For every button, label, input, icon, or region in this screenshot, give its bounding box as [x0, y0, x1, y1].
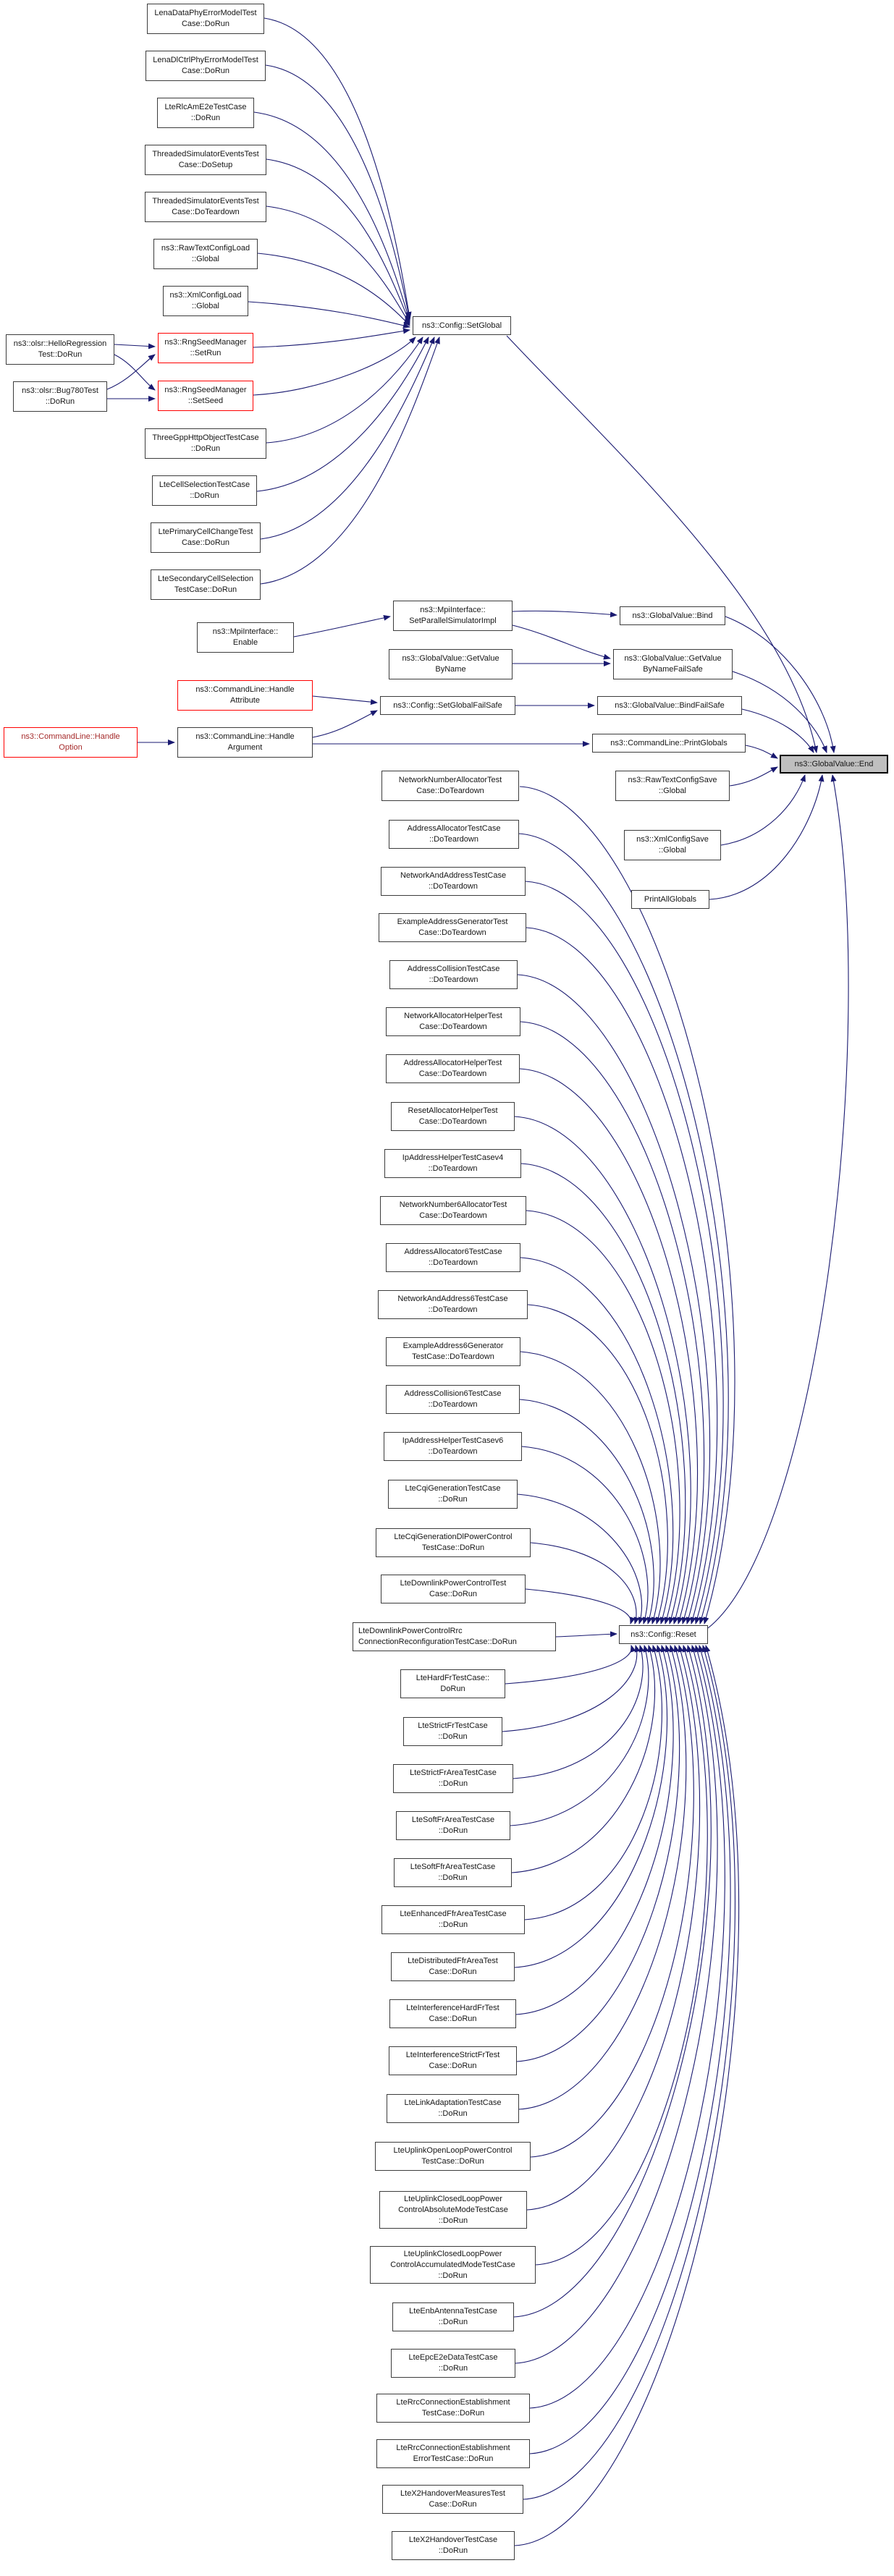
edge-n3-n20: [254, 112, 410, 321]
edge-n68-n32: [530, 1645, 730, 2454]
graph-node-label-line: ::DoTeardown: [428, 1305, 478, 1314]
edge-n70-n32: [515, 1645, 739, 2546]
graph-node-n45[interactable]: [386, 1337, 520, 1366]
graph-node-label-line: ::DoTeardown: [428, 1164, 478, 1173]
graph-node-n53[interactable]: [403, 1717, 502, 1746]
graph-node-n26[interactable]: [597, 696, 742, 715]
graph-node-label-line: LteLinkAdaptationTestCase: [404, 2098, 502, 2107]
edge-n33-n32: [520, 787, 735, 1624]
graph-node-label-line: LteHardFrTestCase::: [416, 1674, 490, 1682]
graph-node-label-line: Case::DoTeardown: [172, 208, 240, 216]
graph-node-n66[interactable]: [391, 2349, 515, 2378]
graph-node-label-line: TestCase::DoRun: [421, 2409, 485, 2418]
edge-n39-n32: [520, 1069, 698, 1624]
graph-node-label-line: ns3::GlobalValue::BindFailSafe: [615, 700, 725, 710]
graph-node-label-line: ::DoRun: [438, 1920, 468, 1929]
edge-n6-n20: [258, 253, 410, 326]
edge-n32-n31: [708, 775, 848, 1628]
graph-node-label-line: DoRun: [440, 1685, 465, 1693]
graph-node-n69[interactable]: [382, 2485, 523, 2514]
graph-node-label-line: Case::DoTeardown: [419, 1211, 487, 1220]
graph-node-n4[interactable]: [145, 145, 266, 175]
graph-node-label-line: Case::DoTeardown: [419, 1022, 487, 1031]
graph-node-n32[interactable]: [619, 1625, 708, 1644]
graph-node-label-line: Case::DoSetup: [178, 161, 233, 169]
graph-node-label-line: IpAddressHelperTestCasev4: [402, 1153, 504, 1162]
graph-node-label-line: ns3::RawTextConfigSave: [628, 776, 717, 784]
graph-node-label-line: LteStrictFrTestCase: [418, 1721, 488, 1730]
graph-node-label-line: LteSecondaryCellSelection: [157, 575, 254, 583]
graph-node-n42[interactable]: [380, 1196, 526, 1225]
edge-n7-n20: [248, 302, 410, 327]
graph-node-n6[interactable]: [153, 239, 258, 269]
graph-node-n31[interactable]: [780, 755, 888, 774]
graph-node-n35[interactable]: [381, 867, 526, 896]
edge-n60-n32: [517, 1645, 680, 2062]
graph-node-label-line: ns3::RngSeedManager: [164, 386, 247, 394]
graph-node-n68[interactable]: [376, 2439, 530, 2468]
graph-node-n56[interactable]: [394, 1858, 512, 1887]
edge-n49-n32: [531, 1543, 636, 1624]
edge-n58-n32: [515, 1645, 667, 1967]
graph-node-label-line: ns3::GlobalValue::End: [794, 759, 874, 768]
graph-node-label-line: ::DoTeardown: [428, 1447, 478, 1456]
edge-n8-n20: [253, 330, 410, 347]
edge-n17-n8: [114, 344, 155, 347]
graph-node-n21[interactable]: [393, 601, 513, 631]
graph-node-label-line: ns3::MpiInterface::: [420, 606, 486, 614]
graph-node-label-line: LteCellSelectionTestCase: [159, 480, 250, 489]
graph-node-label-line: AddressAllocatorHelperTest: [403, 1059, 502, 1067]
edge-n5-n20: [266, 206, 410, 324]
graph-node-label-line: ::DoRun: [438, 2216, 468, 2225]
graph-node-n20[interactable]: [413, 316, 511, 335]
edge-n51-n32: [556, 1634, 617, 1637]
graph-node-n3[interactable]: [157, 98, 254, 128]
graph-node-n30[interactable]: [631, 890, 709, 909]
graph-node-n47[interactable]: [384, 1432, 522, 1461]
graph-node-label-line: ::DoTeardown: [428, 1400, 478, 1409]
graph-node-label-line: NetworkNumberAllocatorTest: [398, 776, 502, 784]
graph-node-n12[interactable]: [151, 522, 261, 553]
edge-n43-n32: [520, 1258, 673, 1624]
graph-node-n5[interactable]: [145, 192, 266, 222]
graph-node-label-line: ThreeGppHttpObjectTestCase: [152, 433, 259, 442]
graph-node-label-line: TestCase::DoRun: [174, 585, 237, 594]
graph-node-n48[interactable]: [388, 1480, 518, 1509]
graph-node-label-line: ::DoRun: [438, 1732, 468, 1741]
edge-n50-n32: [526, 1589, 631, 1624]
graph-node-n34[interactable]: [389, 820, 519, 849]
graph-node-n39[interactable]: [386, 1054, 520, 1083]
graph-node-label-line: LteCqiGenerationTestCase: [405, 1484, 501, 1493]
graph-node-n46[interactable]: [386, 1385, 520, 1414]
graph-node-n28[interactable]: [615, 771, 730, 801]
graph-node-label-line: ::DoRun: [45, 397, 75, 406]
edge-n27-n31: [746, 745, 777, 758]
graph-node-n29[interactable]: [624, 830, 721, 860]
graph-node-label-line: LenaDataPhyErrorModelTest: [154, 9, 257, 17]
graph-node-n17[interactable]: [6, 334, 114, 365]
graph-node-label-line: ThreadedSimulatorEventsTest: [152, 197, 259, 206]
graph-node-label-line: ns3::GlobalValue::GetValue: [402, 654, 499, 663]
graph-node-label-line: ByNameFailSafe: [643, 665, 703, 674]
graph-node-n33[interactable]: [381, 771, 519, 801]
edge-n37-n32: [518, 975, 710, 1624]
edge-n2-n20: [266, 65, 410, 320]
graph-node-label-line: ns3::MpiInterface::: [212, 627, 279, 636]
graph-node-label-line: ns3::CommandLine::Handle: [21, 732, 120, 741]
graph-node-label-line: Case::DoRun: [429, 2062, 477, 2070]
graph-node-label-line: LteStrictFrAreaTestCase: [410, 1768, 497, 1777]
graph-node-label-line: ThreadedSimulatorEventsTest: [152, 150, 259, 158]
graph-node-label-line: ::DoRun: [438, 2364, 468, 2373]
edge-n25-n31: [733, 671, 827, 753]
edge-n65-n32: [514, 1645, 711, 2317]
graph-node-label-line: ExampleAddressGeneratorTest: [397, 918, 508, 926]
edge-n69-n32: [523, 1645, 735, 2499]
edge-n67-n32: [530, 1645, 725, 2408]
graph-node-label-line: LteRrcConnectionEstablishment: [396, 2444, 510, 2452]
edge-n4-n20: [266, 159, 410, 323]
graph-node-n14[interactable]: [197, 622, 294, 653]
graph-node-label-line: ns3::olsr::HelloRegression: [13, 339, 107, 348]
edge-n10-n20: [266, 337, 423, 443]
graph-node-label-line: ::SetSeed: [187, 397, 224, 405]
graph-node-label-line: ::DoRun: [438, 2271, 468, 2280]
graph-node-label-line: LteX2HandoverTestCase: [408, 2535, 498, 2544]
edge-n59-n32: [516, 1645, 673, 2014]
edge-n28-n31: [730, 767, 777, 786]
graph-node-label-line: LteDistributedFfrAreaTest: [408, 1957, 498, 1965]
graph-node-label-line: ns3::RngSeedManager: [164, 338, 247, 347]
graph-node-n50[interactable]: [381, 1575, 526, 1603]
graph-node-n44[interactable]: [378, 1290, 528, 1319]
graph-node-n57[interactable]: [381, 1905, 525, 1934]
graph-node-label-line: ns3::XmlConfigLoad: [169, 291, 242, 300]
graph-node-label-line: LteEpcE2eDataTestCase: [408, 2353, 498, 2362]
edge-n38-n32: [520, 1022, 704, 1624]
graph-node-label-line: ControlAccumulatedModeTestCase: [390, 2260, 515, 2269]
graph-node-label-line: Attribute: [230, 696, 260, 705]
graph-node-label-line: ExampleAddress6Generator: [402, 1342, 504, 1350]
graph-node-label-line: LteInterferenceHardFrTest: [406, 2004, 499, 2012]
graph-node-label-line: Case::DoRun: [429, 2014, 477, 2023]
graph-node-label-line: LteUplinkOpenLoopPowerControl: [393, 2146, 513, 2155]
edge-n11-n20: [257, 337, 429, 491]
graph-node-label-line: ns3::olsr::Bug780Test: [22, 386, 98, 395]
graph-node-label-line: ::Global: [192, 255, 219, 263]
graph-node-label-line: Case::DoRun: [429, 2500, 477, 2509]
graph-node-n54[interactable]: [393, 1764, 513, 1793]
edge-n45-n32: [520, 1352, 660, 1624]
graph-node-label-line: AddressAllocatorTestCase: [407, 824, 501, 833]
graph-node-label-line: Option: [59, 743, 83, 752]
graph-node-label-line: ControlAbsoluteModeTestCase: [398, 2205, 508, 2214]
graph-node-n55[interactable]: [396, 1811, 510, 1840]
graph-node-n60[interactable]: [389, 2046, 517, 2075]
graph-node-label-line: AddressCollision6TestCase: [404, 1389, 502, 1398]
graph-node-n59[interactable]: [389, 1999, 516, 2028]
graph-node-n67[interactable]: [376, 2394, 530, 2423]
edge-n53-n32: [502, 1645, 637, 1732]
graph-node-label-line: ::Global: [192, 302, 219, 310]
edge-n15-n23: [313, 696, 377, 703]
edge-n64-n32: [536, 1645, 707, 2265]
graph-node-label-line: ::DoRun: [190, 444, 221, 453]
graph-node-label-line: ::DoRun: [438, 1495, 468, 1504]
graph-node-n37[interactable]: [389, 960, 518, 989]
edge-n41-n32: [521, 1164, 686, 1624]
graph-node-label-line: ByName: [435, 665, 466, 674]
graph-node-label-line: Case::DoTeardown: [418, 1069, 487, 1078]
graph-node-label-line: Case::DoRun: [181, 538, 230, 547]
graph-node-label-line: ::DoRun: [438, 2318, 468, 2326]
graph-node-n25[interactable]: [613, 649, 733, 679]
graph-node-label-line: Enable: [232, 638, 258, 647]
edge-n20-n31: [507, 336, 817, 753]
edge-n48-n32: [518, 1494, 642, 1624]
graph-node-label-line: ns3::Config::Reset: [631, 1630, 696, 1639]
graph-node-n1[interactable]: [147, 4, 264, 34]
graph-node-label-line: LteSoftFfrAreaTestCase: [410, 1863, 496, 1871]
edge-n24-n31: [725, 617, 834, 753]
graph-node-label-line: ::Global: [659, 787, 686, 795]
edge-n14-n21: [294, 617, 390, 637]
edge-n40-n32: [515, 1117, 691, 1624]
graph-node-n49[interactable]: [376, 1528, 531, 1557]
graph-node-label-line: ::DoRun: [190, 114, 221, 122]
edge-n61-n32: [519, 1645, 686, 2109]
graph-node-label-line: ::DoTeardown: [429, 882, 478, 891]
graph-node-n10[interactable]: [145, 428, 266, 459]
graph-node-label-line: Argument: [227, 743, 263, 752]
graph-node-label-line: Case::DoRun: [181, 20, 230, 28]
graph-node-label-line: Test::DoRun: [38, 350, 83, 359]
graph-node-label-line: Case::DoRun: [429, 1590, 478, 1598]
graph-node-label-line: ns3::GlobalValue::GetValue: [624, 654, 722, 663]
graph-node-n13[interactable]: [151, 569, 261, 600]
graph-node-label-line: ::DoRun: [190, 491, 219, 500]
graph-node-label-line: ns3::CommandLine::PrintGlobals: [610, 738, 728, 747]
graph-node-n9[interactable]: [158, 381, 253, 411]
edge-n62-n32: [531, 1645, 693, 2157]
graph-node-n24[interactable]: [620, 606, 725, 625]
graph-node-label-line: ns3::XmlConfigSave: [636, 835, 709, 844]
graph-node-label-line: AddressCollisionTestCase: [407, 965, 500, 973]
graph-node-n70[interactable]: [392, 2531, 515, 2560]
edge-n21-n24: [513, 611, 617, 615]
graph-node-label-line: ::DoRun: [438, 2546, 468, 2555]
graph-node-n40[interactable]: [391, 1102, 515, 1131]
graph-node-label-line: ::DoRun: [438, 1826, 468, 1835]
graph-node-label-line: LteInterferenceStrictFrTest: [405, 2051, 500, 2059]
graph-node-label-line: ns3::GlobalValue::Bind: [632, 611, 713, 620]
graph-node-n16[interactable]: [177, 727, 313, 758]
edge-n16-n23: [313, 711, 377, 737]
graph-node-label-line: LteRrcConnectionEstablishment: [396, 2398, 510, 2407]
graph-node-label-line: ns3::Config::SetGlobal: [421, 321, 502, 330]
graph-node-n8[interactable]: [158, 333, 253, 363]
graph-node-label-line: ::DoTeardown: [429, 975, 478, 984]
graph-node-n63[interactable]: [379, 2191, 527, 2229]
graph-node-label-line: ErrorTestCase::DoRun: [413, 2454, 494, 2463]
graph-node-label-line: NetworkAllocatorHelperTest: [404, 1012, 502, 1020]
graph-node-label-line: LteCqiGenerationDlPowerControl: [394, 1533, 513, 1541]
edge-n66-n32: [515, 1645, 717, 2363]
graph-node-label-line: PrintAllGlobals: [644, 894, 697, 904]
graph-node-label-line: ::DoRun: [438, 2109, 468, 2118]
graph-node-label-line: LteRlcAmE2eTestCase: [164, 103, 247, 111]
edge-n42-n32: [526, 1211, 680, 1624]
graph-node-n23[interactable]: [380, 696, 515, 715]
graph-node-n2[interactable]: [146, 51, 266, 81]
graph-node-label-line: IpAddressHelperTestCasev6: [402, 1436, 504, 1445]
graph-node-label-line: Case::DoTeardown: [418, 928, 486, 937]
graph-node-label-line: LtePrimaryCellChangeTest: [158, 528, 253, 536]
graph-node-label-line: NetworkAndAddress6TestCase: [397, 1295, 508, 1303]
graph-node-label-line: LteDownlinkPowerControlTest: [400, 1579, 507, 1588]
graph-node-n51[interactable]: [353, 1622, 556, 1651]
graph-node-n15[interactable]: [177, 680, 313, 711]
graph-node-label-line: ::DoTeardown: [429, 835, 478, 844]
graph-node-label-line: ns3::CommandLine::Handle: [195, 732, 295, 741]
graph-node-n61[interactable]: [387, 2094, 519, 2123]
graph-node-n64[interactable]: [370, 2246, 536, 2284]
graph-node-n38[interactable]: [386, 1007, 520, 1036]
edge-n21-n25: [513, 625, 610, 658]
graph-node-label-line: LteX2HandoverMeasuresTest: [400, 2489, 505, 2498]
graph-node-label-line: TestCase::DoTeardown: [412, 1352, 494, 1361]
graph-node-label-line: ns3::RawTextConfigLoad: [161, 244, 250, 253]
edge-n47-n32: [522, 1446, 648, 1624]
graph-node-label-line: TestCase::DoRun: [421, 2157, 484, 2166]
graph-node-label-line: LteUplinkClosedLoopPower: [403, 2249, 502, 2258]
graph-node-label-line: AddressAllocator6TestCase: [404, 1247, 502, 1256]
graph-node-label-line: TestCase::DoRun: [421, 1543, 485, 1552]
graph-node-label-line: LteSoftFrAreaTestCase: [411, 1816, 495, 1824]
graph-node-label-line: NetworkNumber6AllocatorTest: [399, 1200, 507, 1209]
graph-node-n43[interactable]: [386, 1243, 520, 1272]
graph-node-label-line: ns3::Config::SetGlobalFailSafe: [393, 700, 502, 710]
graph-node-n36[interactable]: [379, 913, 526, 942]
graph-node-n41[interactable]: [384, 1149, 521, 1178]
graph-node-label-line: ::Global: [659, 846, 686, 855]
graph-node-label-line: LenaDlCtrlPhyErrorModelTest: [153, 56, 258, 64]
graph-node-n7[interactable]: [163, 286, 248, 316]
graph-node-label-line: ::SetRun: [190, 349, 222, 357]
graph-node-label-line: ::DoTeardown: [429, 1258, 478, 1267]
graph-node-label-line: ResetAllocatorHelperTest: [408, 1106, 498, 1115]
graph-node-n18[interactable]: [13, 381, 107, 412]
graph-node-label-line: Case::DoRun: [429, 1967, 477, 1976]
graph-node-n62[interactable]: [375, 2142, 531, 2171]
graph-node-n65[interactable]: [392, 2302, 514, 2331]
graph-node-label-line: ::DoRun: [438, 1873, 468, 1882]
graph-node-n27[interactable]: [592, 734, 746, 753]
graph-node-label-line: NetworkAndAddressTestCase: [400, 871, 507, 880]
graph-node-label-line: LteUplinkClosedLoopPower: [404, 2194, 502, 2203]
graph-node-n58[interactable]: [391, 1952, 515, 1981]
graph-node-label-line: LteDownlinkPowerControlRrc: [358, 1627, 463, 1635]
graph-node-label-line: LteEnbAntennaTestCase: [409, 2307, 497, 2316]
edge-n55-n32: [510, 1645, 649, 1826]
edge-n12-n20: [261, 337, 434, 539]
graph-node-label-line: ns3::CommandLine::Handle: [195, 685, 295, 694]
graph-node-label-line: Case::DoRun: [181, 67, 230, 75]
graph-node-label-line: Case::DoTeardown: [416, 787, 484, 795]
edge-n63-n32: [527, 1645, 700, 2210]
graph-node-n11[interactable]: [152, 475, 257, 506]
edge-n57-n32: [525, 1645, 662, 1920]
graph-node-label-line: SetParallelSimulatorImpl: [409, 617, 497, 625]
graph-node-n22[interactable]: [389, 649, 513, 679]
graph-node-label-line: LteEnhancedFfrAreaTestCase: [400, 1910, 507, 1918]
graph-node-n19[interactable]: [4, 727, 138, 758]
graph-node-n52[interactable]: [400, 1669, 505, 1698]
graph-node-label-line: Case::DoTeardown: [418, 1117, 487, 1126]
graph-node-label-line: ::DoRun: [438, 1779, 468, 1788]
graph-node-label-line: ConnectionReconfigurationTestCase::DoRun: [358, 1637, 517, 1646]
